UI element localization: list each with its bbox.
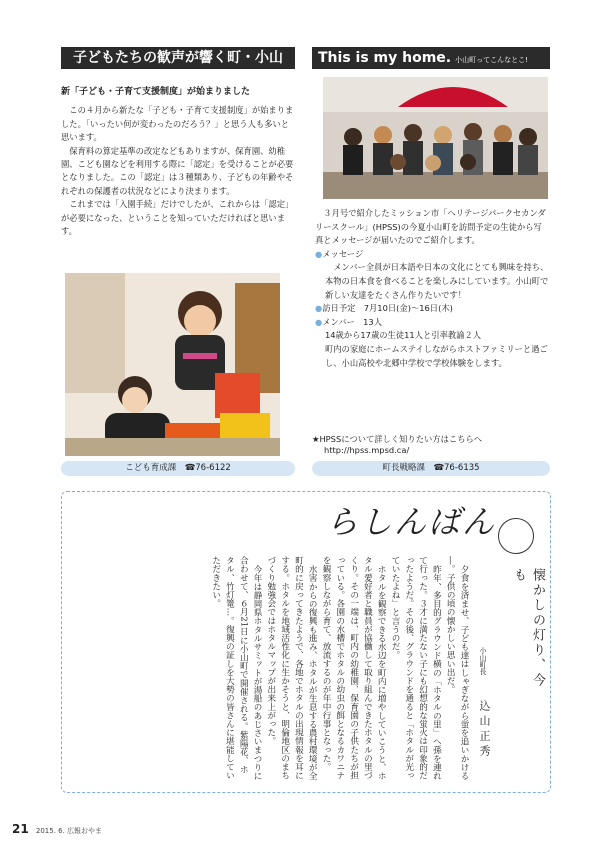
right-section-header <box>312 47 550 69</box>
essay-paragraph: 水害からの復興も進み、ホタルが生息する農村環境が全町的に戻ってきたようで、各地でホタルの出現情報を耳にする。ホタルを地域活性化に生かそうと、明倫地区のまちづくり勉強会ではホタルマップが出来上がった。 <box>265 556 318 780</box>
footer-meta: 2015. 6. 広報おやま <box>35 827 103 835</box>
childcare-paragraph: この４月から新たな「子ども・子育て支援制度」が始まりました。「いったい何が変わったのだろう？」と思う人も多いと思います。 <box>61 105 294 143</box>
members-count-text: メンバー 13人 <box>322 316 383 327</box>
essay-paragraph: 昨年、多目的グラウンド横の「ホタルの里」へ孫を連れて行った。３才に満たない子にも幻想的な蛍火は印象的だったようだ。その後、グラウンドを通ると「ホタルが光っていたよね」と言うのだ。 <box>390 556 442 780</box>
message-label-text: メッセージ <box>322 248 364 259</box>
compass-icon <box>498 518 534 554</box>
message-label <box>315 248 550 262</box>
hpss-intro: ３月号で紹介したミッション市「ヘリテージパークセカンダリースクール」(HPSS)の今夏小山町を訪問予定の生徒から写真とメッセージが届いたのでご紹介します。 <box>315 208 546 246</box>
hpss-students-photo <box>323 77 548 199</box>
hpss-note-text: ★HPSSについて詳しく知りたい方はこちらへ <box>312 434 483 444</box>
right-header-title: This is my home. <box>318 50 452 66</box>
homestay-info: 町内の家庭にホームステイしながらホストファミリーと過ごし、小山高校や北郷中学校で学校体験をします。 <box>324 343 548 368</box>
hpss-url-link[interactable]: http://hpss.mpsd.ca/ <box>324 445 410 455</box>
essay-paragraph: 夕食を済ませ、子ども達はしゃぎながら蛍を追いかける―。子供の頃の懐かしい思い出だ。 <box>445 556 469 780</box>
visit-schedule-text: 訪日予定 7月10日(金)～16日(木) <box>322 303 453 314</box>
childcare-paragraph: これまでは「入園手続」だけでしたが、これからは「認定」が必要になった、ということを知っていただければと思います。 <box>61 199 294 237</box>
visit-schedule <box>315 302 550 316</box>
author-role: 小山町長 <box>479 647 487 675</box>
childcare-paragraph: 保育料の算定基準の改定などもありますが、保育園、幼稚園、こども園などを利用する際に「認定」を受けることが必要となりました。この「認定」は３種類あり、子どもの年齢やそれぞれの保護者の状況などにより決まります。 <box>61 145 294 196</box>
left-section-header: 子どもたちの歓声が響く町・小山 <box>61 47 295 69</box>
childcare-article <box>61 86 295 238</box>
essay-paragraph: 今年は静岡県ホタルサミットが湯船のあじさいまつりに合わせて、６月21日に小山町で開催される。紫陽花、ホタル、竹灯篭…。復興の証しを大勢の皆さんに堪能していただきたい。 <box>210 556 263 780</box>
essay-title: 懐かしの灯り、今も <box>511 568 545 688</box>
page-footer <box>12 822 102 836</box>
right-header-subtitle: 小山町ってこんなとこ! <box>455 56 528 64</box>
members-detail: 14歳から17歳の生徒11人と引率教諭２人 <box>324 330 482 341</box>
author-name: 込山正秀 <box>478 700 491 760</box>
childcare-contact-caption: こども育成課 ☎76-6122 <box>61 461 295 476</box>
strategy-contact-caption: 町長戦略課 ☎76-6135 <box>312 461 550 476</box>
children-playing-photo <box>65 273 280 456</box>
column-title: らしんばん <box>326 503 497 541</box>
page-number: 21 <box>12 822 29 836</box>
hpss-message: メンバー全員が日本語や日本の文化にとても興味を持ち、本物の日本食を食べることを楽しみにしています。小山町で新しい友達をたくさん作りたいです！ <box>324 262 549 300</box>
hpss-link-note <box>312 434 552 456</box>
members-count <box>315 316 550 330</box>
essay-body <box>70 556 470 781</box>
hpss-article <box>315 207 550 370</box>
essay-paragraph: ホタルを観察できる水辺を町内に増やしていこうと、ホタル愛好者と職員が協働して取り組んできたホタルの里づくり。その一端は、町内の幼稚園、保育園の子供たちが担っている。各園の水槽でホタルの幼虫の餌となるカワニナを観察しながら育て、放流するのが年中行事となった。 <box>321 556 387 780</box>
childcare-heading: 新「子ども・子育て支援制度」が始まりました <box>61 87 251 97</box>
